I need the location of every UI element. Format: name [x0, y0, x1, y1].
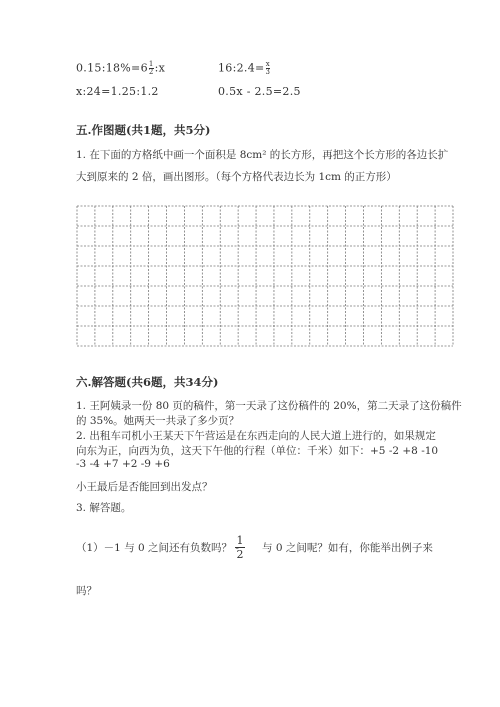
section6-q1-line1: 1. 王阿姨录一份 80 页的稿件，第一天录了这份稿件的 20%，第二天录了这份稿件	[76, 400, 462, 412]
section5-q1-line2: 大到原来的 2 倍，画出图形。（每个方格代表边长为 1cm 的正方形）	[76, 171, 397, 183]
equation-row2-right: 0.5x - 2.5=2.5	[218, 85, 301, 98]
section6-q3-part1-pre: （1）－1 与 0 之间还有负数吗？ -	[76, 542, 239, 554]
equation-text: 0.15:18%=6	[76, 61, 148, 75]
grid-paper	[76, 205, 454, 347]
section5-q1-line1: 1. 在下面的方格纸中画一个面积是 8cm² 的长方形，再把这个长方形的各边长扩	[76, 149, 449, 161]
fraction-denominator: 2	[236, 548, 244, 561]
section6-q2-line4: 小王最后是否能回到出发点？	[76, 481, 213, 493]
fraction-half	[235, 534, 245, 562]
fraction-denominator: 2	[148, 68, 154, 76]
section6-q2-line3: -3 -4 +7 +2 -9 +6	[76, 458, 170, 470]
equation-row1-right	[218, 61, 271, 76]
fraction-denominator: 3	[265, 68, 271, 76]
fraction	[149, 61, 154, 76]
equation-row2-left: x:24=1.25:1.2	[76, 85, 159, 98]
fraction-numerator: 1	[236, 534, 244, 547]
equation-row1-left	[76, 61, 165, 76]
section6-q3-title: 3. 解答题。	[76, 502, 132, 514]
section6-q2-line1: 2. 出租车司机小王某天下午营运是在东西走向的人民大道上进行的，如果规定	[76, 430, 436, 442]
section6-q3-part1-end: 吗？	[76, 585, 97, 597]
section5-heading: 五.作图题(共1题，共5分)	[76, 123, 211, 137]
section6-q2-line2: 向东为正，向西为负，这天下午他的行程（单位：千米）如下：+5 -2 +8 -10	[76, 445, 439, 457]
equation-text: 16:2.4=	[218, 61, 265, 75]
fraction-numerator: 1	[148, 60, 154, 68]
fraction	[266, 61, 271, 76]
fraction-numerator: x	[265, 60, 271, 68]
equation-text: :x	[154, 61, 166, 75]
section6-q1-line2: 的 35%。她两天一共录了多少页？	[76, 415, 240, 427]
section6-q3-part1-post: 与 0 之间呢？如有，你能举出例子来	[262, 542, 433, 554]
section6-heading: 六.解答题(共6题，共34分)	[76, 375, 219, 389]
